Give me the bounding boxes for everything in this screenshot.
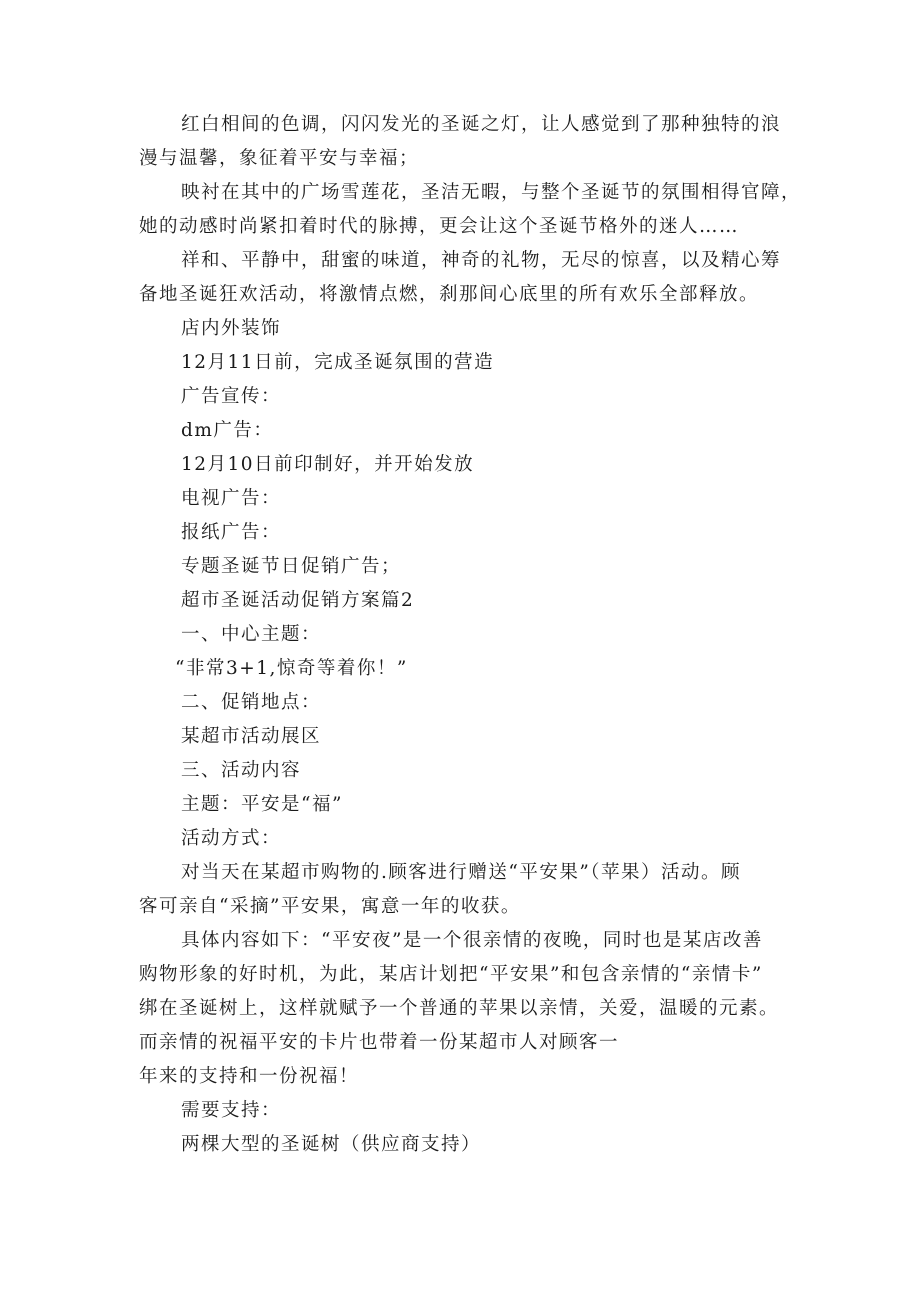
paragraph-line: 红白相间的色调，闪闪发光的圣诞之灯，让人感觉到了那种独特的浪 — [181, 114, 782, 135]
section-heading: 广告宣传： — [181, 386, 282, 407]
paragraph-line: 专题圣诞节日促销广告； — [181, 556, 402, 577]
section-heading: 二、促销地点： — [181, 692, 322, 713]
theme-quote: “非常3+1,惊奇等着你！” — [175, 658, 408, 679]
paragraph-line: 具体内容如下：“平安夜”是一个很亲情的夜晚，同时也是某店改善 — [181, 930, 763, 951]
paragraph-line: 她的动感时尚紧扣着时代的脉搏，更会让这个圣诞节格外的迷人…… — [139, 216, 740, 237]
section-heading: 电视广告： — [181, 488, 282, 509]
section-heading: 需要支持： — [181, 1100, 282, 1121]
paragraph-line: 两棵大型的圣诞树（供应商支持） — [181, 1134, 482, 1155]
paragraph-line: 漫与温馨，象征着平安与幸福； — [139, 148, 420, 169]
paragraph-line: 某超市活动展区 — [181, 726, 322, 747]
paragraph-line: 对当天在某超市购物的.顾客进行赠送“平安果”（苹果）活动。顾 — [181, 862, 742, 883]
document-subtitle: 超市圣诞活动促销方案篇2 — [181, 590, 415, 611]
paragraph-line: 祥和、平静中，甜蜜的味道，神奇的礼物，无尽的惊喜，以及精心筹 — [181, 250, 782, 271]
paragraph-line: 客可亲自“采摘”平安果，寓意一年的收获。 — [139, 896, 521, 917]
paragraph-line: 12月10日前印制好，并开始发放 — [181, 454, 475, 475]
paragraph-line: 主题：平安是“福” — [181, 794, 343, 815]
paragraph-line: 备地圣诞狂欢活动，将激情点燃，刹那间心底里的所有欢乐全部释放。 — [139, 284, 760, 305]
paragraph-line: 而亲情的祝福平安的卡片也带着一份某超市人对顾客一 — [139, 1032, 620, 1053]
section-heading: 一、中心主题： — [181, 624, 322, 645]
paragraph-line: 购物形象的好时机，为此，某店计划把“平安果”和包含亲情的“亲情卡” — [139, 964, 763, 985]
section-heading: 活动方式： — [181, 828, 282, 849]
section-heading: dm广告： — [181, 420, 274, 441]
document-body — [139, 108, 802, 1162]
paragraph-line: 12月11日前，完成圣诞氛围的营造 — [181, 352, 495, 373]
section-heading: 报纸广告： — [181, 522, 282, 543]
paragraph-line: 映衬在其中的广场雪莲花，圣洁无暇，与整个圣诞节的氛围相得官障， — [181, 182, 802, 203]
section-heading: 店内外装饰 — [181, 318, 282, 339]
paragraph-line: 绑在圣诞树上，这样就赋予一个普通的苹果以亲情，关爱，温暖的元素。 — [139, 998, 780, 1019]
paragraph-line: 年来的支持和一份祝福！ — [139, 1066, 360, 1087]
section-heading: 三、活动内容 — [181, 760, 302, 781]
